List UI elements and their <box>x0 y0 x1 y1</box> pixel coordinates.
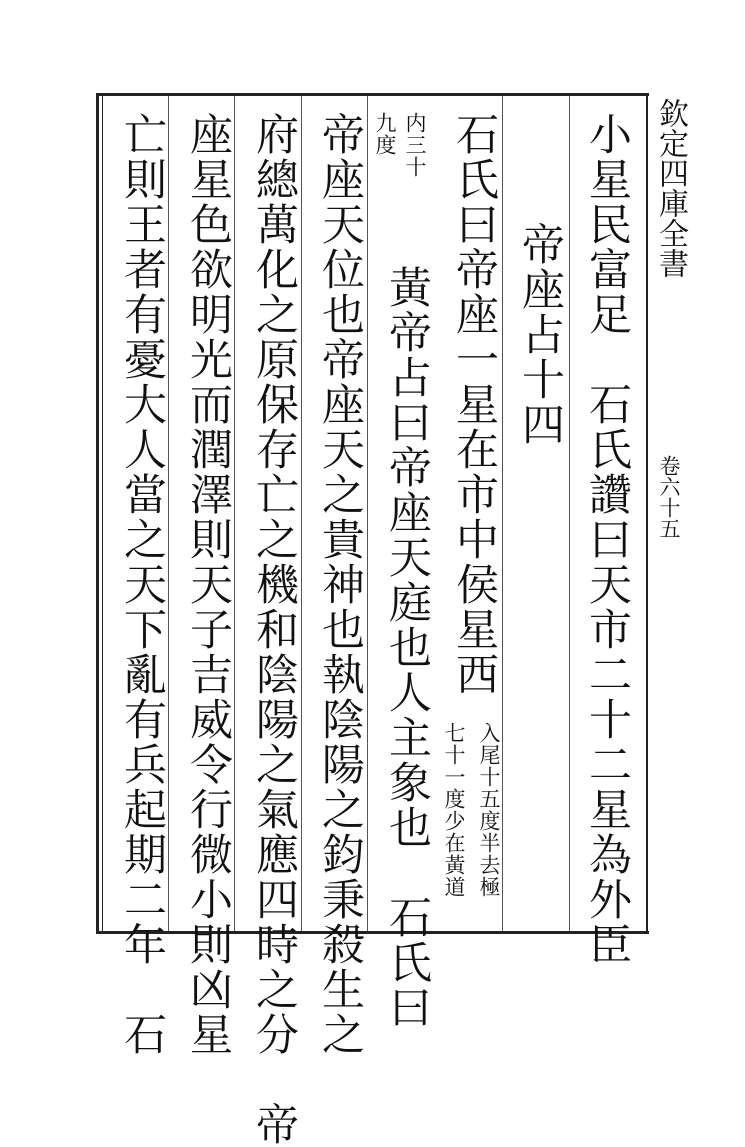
column-rule <box>234 96 235 931</box>
text-column-7 <box>183 112 233 1057</box>
text-column-5 <box>315 112 365 1057</box>
text-column-3 <box>449 112 499 697</box>
frame-right-border <box>646 93 648 934</box>
frame-inner-left-border <box>102 96 103 931</box>
frame-top-border <box>96 93 649 96</box>
column-rule <box>502 96 503 931</box>
column-rule <box>569 96 570 931</box>
section-heading <box>515 222 565 447</box>
text-segment <box>382 850 432 895</box>
annotation-text: 入尾十五度半去極 <box>477 722 501 898</box>
text-segment: 帝座占十四 <box>515 222 565 447</box>
annotation-column <box>443 722 464 898</box>
text-segment <box>249 1057 299 1102</box>
margin-book-title: 欽定四庫全書 <box>653 98 688 278</box>
annotation-column <box>404 112 425 178</box>
column-rule <box>301 96 302 931</box>
margin-juan-number: 卷六十五 <box>657 455 681 539</box>
annotation-text: 九度 <box>373 112 397 156</box>
column-rule <box>168 96 169 931</box>
text-segment: 石氏曰帝座一星在市中侯星西 <box>449 112 499 697</box>
text-segment: 帝 <box>249 1102 299 1147</box>
text-column-1 <box>582 112 632 967</box>
text-segment: 小星民富足 <box>582 112 632 337</box>
text-segment: 石氏曰 <box>382 895 432 1030</box>
text-segment: 石氏讚曰天市二十二星為外臣 <box>582 382 632 967</box>
text-segment: 亡則王者有憂大人當之天下亂有兵起期二年 <box>117 112 167 967</box>
text-segment <box>582 337 632 382</box>
text-segment: 座星色欲明光而潤澤則天子吉威令行微小則凶星 <box>183 112 233 1057</box>
frame-left-border <box>96 93 99 934</box>
annotation-column <box>374 112 395 156</box>
annotation-text: 内三十 <box>403 112 427 178</box>
text-column-8 <box>117 112 167 1057</box>
text-segment: 帝座天位也帝座天之貴神也執陰陽之鈞秉殺生之 <box>315 112 365 1057</box>
annotation-text: 七十一度少在黃道 <box>442 722 466 898</box>
column-rule <box>367 96 368 931</box>
text-segment: 府總萬化之原保存亡之機和陰陽之氣應四時之分 <box>249 112 299 1057</box>
text-segment: 黃帝占曰帝座天庭也人主象也 <box>382 265 432 850</box>
text-segment <box>117 967 167 1012</box>
text-column-4 <box>382 265 432 1030</box>
text-column-6 <box>249 112 299 1147</box>
annotation-column <box>478 722 499 898</box>
frame-bottom-border <box>96 931 649 934</box>
text-segment: 石 <box>117 1012 167 1057</box>
